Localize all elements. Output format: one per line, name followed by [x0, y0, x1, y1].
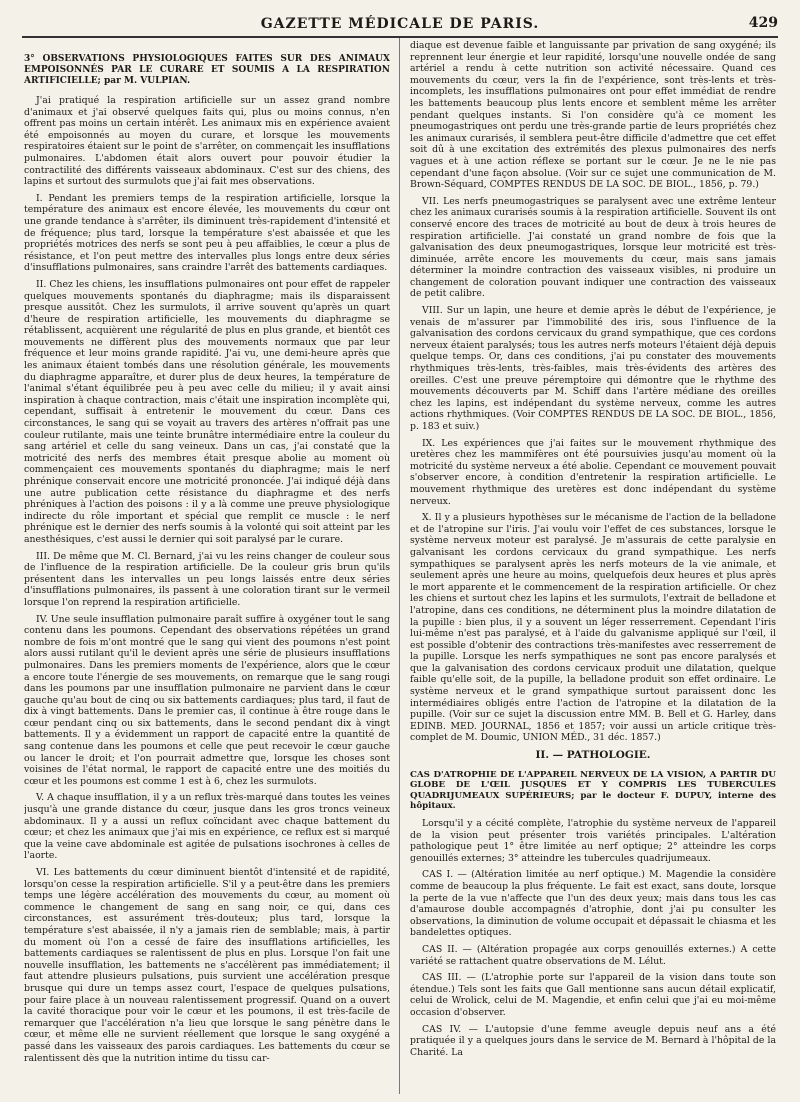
paragraph: CAS II. — (Altération propagée aux corps genouillés externes.) A cette variété se rattachent quatre observations de M. Lélut. [410, 943, 776, 967]
paragraph: I. Pendant les premiers temps de la respiration artificielle, lorsque la température des animaux est encore élevée, les mouvements du cœur ont une grande tendance à s'arrêter, ils diminuent très-rapidement d'intensité et de fréquence; plus tard, lorsque la température s'est abaissée et que les propriétés motrices des nerfs se sont peu à peu affaiblies, le cœur a plus de résistance, et l'on peut mettre des intervalles plus longs entre deux séries d'insufflations pulmonaires, sans craindre l'arrêt des battements cardiaques. [24, 192, 390, 274]
paragraph: IX. Les expériences que j'ai faites sur le mouvement rhythmique des uretères chez les mammifères ont été poursuivies jusqu'au moment où la motricité du système nerveux a été abolie. Cependant ce mouvement pouvait s'observer encore, à condition d'entretenir la respiration artificielle. Le mouvement rhythmique des uretères est donc indépendant du système nerveux. [410, 437, 776, 507]
section-heading-pathologie: II. — PATHOLOGIE. [535, 749, 651, 762]
article-heading-vulpian: 3° OBSERVATIONS PHYSIOLOGIQUES FAITES SUR DES ANIMAUX EMPOISONNÉS PAR LE CURARE ET SOUMIS A LA RESPIRATION ARTIFICIELLE; par M. VULPIAN. [24, 54, 390, 86]
paragraph: CAS III. — (L'atrophie porte sur l'appareil de la vision dans toute son étendue.) Tels sont les faits que Gall mentionne sans aucun détail explicatif, celui de Wrolick, celui de M. Magendie, et enfin celui que j'ai eu moi-même occasion d'observer. [410, 972, 776, 1018]
journal-title: GAZETTE MÉDICALE DE PARIS. [260, 16, 540, 32]
column-divider [399, 38, 400, 1094]
paragraph: CAS IV. — L'autopsie d'une femme aveugle depuis neuf ans a été pratiquée il y a quelques jours dans le service de M. Bernard à l'hôpital de la Charité. La [410, 1023, 776, 1058]
paragraph: X. Il y a plusieurs hypothèses sur le mécanisme de l'action de la belladone et de l'atropine sur l'iris. J'ai voulu voir l'effet de ces substances, lorsque le système nerveux moteur est paralysé. Je m'assurais de cette paralysie en galvanisant les cordons cervicaux du grand sympathique. Les nerfs sympathiques se paralysent après les nerfs moteurs de la vie animale, et seulement après une heure au moins, quelquefois deux heures et plus après le mort apparente et le commencement de la respiration artificielle. Or chez les chiens et surtout chez les lapins et les surmulots, l'extrait de belladone et l'atropine, dans ces conditions, ne déterminent plus la moindre dilatation de la pupille : bien plus, il y a souvent un léger resserrement. Cependant l'iris lui-même n'est pas paralysé, et à l'aide du galvanisme appliqué sur l'œil, il est possible d'obtenir des contractions très-manifestes avec resserrement de la pupille. Lorsque les nerfs sympathiques ne sont pas encore paralysés et que la galvanisation des cordons cervicaux produit une dilatation, quelque faible qu'elle soit, de la pupille, la belladone produit son effet ordinaire. Le système nerveux et le grand sympathique surtout paraissent donc les intermédiaires obligés entre l'action de l'atropine et la dilatation de la pupille. (Voir sur ce sujet la discussion entre MM. B. Bell et G. Harley, dans EDINB. MED. JOURNAL, 1856 et 1857; voir aussi un article critique très-complet de M. Doumic, UNION MÉD., 31 déc. 1857.) [410, 512, 776, 744]
page-header [0, 0, 800, 34]
paragraph: III. De même que M. Cl. Bernard, j'ai vu les reins changer de couleur sous de l'influence de la respiration artificielle. De la couleur gris brun qu'ils présentent dans les intervalles un peu longs laissés entre deux séries d'insufflations pulmonaires, ils passent à une coloration tirant sur le vermeil lorsque l'on reprend la respiration artificielle. [24, 550, 390, 608]
paragraph: Lorsqu'il y a cécité complète, l'atrophie du système nerveux de l'appareil de la vision peut présenter trois variétés principales. L'altération pathologique peut 1° être limitée au nerf optique; 2° atteindre les corps genouillés externes; 3° atteindre les tubercules quadrijumeaux. [410, 818, 776, 864]
paragraph: VI. Les battements du cœur diminuent bientôt d'intensité et de rapidité, lorsqu'on cesse la respiration artificielle. S'il y a peut-être dans les premiers temps une légère accélération des mouvements du cœur, au moment où commence le changement de sang en sang noir, ce qui, dans ces circonstances, est assurément très-douteux; plus tard, lorsque la température s'est abaissée, il n'y a jamais rien de semblable; mais, à partir du moment où l'on a cessé de faire des insufflations artificielles, les battements cardiaques se ralentissent de plus en plus. Lorsque l'on fait une nouvelle insufflation, les battements ne s'accélèrent pas immédiatement; il faut attendre plusieurs pulsations, puis survient une accélération presque brusque qui dure un temps assez court, l'espace de quelques pulsations, pour faire place à un nouveau ralentissement progressif. Quand on a ouvert la cavité thoracique pour voir le cœur et les poumons, il est très-facile de remarquer que l'accélération n'a lieu que lorsque le sang pénètre dans le cœur, et même elle ne survient réellement que lorsque le sang oxygéné a passé dans les vaisseaux des parois cardiaques. Les battements du cœur se ralentissent dès que la nutrition intime du tissu car- [24, 867, 390, 1064]
paragraph: VII. Les nerfs pneumogastriques se paralysent avec une extrême lenteur chez les animaux curarisés soumis à la respiration artificielle. Souvent ils ont conservé encore des traces de motricité au bout de deux à trois heures de respiration artificielle. J'ai constaté un grand nombre de fois que la galvanisation des deux pneumogastriques, lorsque leur motricité est très-diminuée, arrête encore les mouvements du cœur, mais sans jamais déterminer la moindre contraction des vaisseaux visibles, ni produire un changement de coloration pouvant indiquer une contraction des vaisseaux de petit calibre. [410, 195, 776, 300]
article-heading-dupuy: CAS D'ATROPHIE DE L'APPAREIL NERVEUX DE LA VISION, A PARTIR DU GLOBE DE L'ŒIL JUSQUES ET Y COMPRIS LES TUBERCULES QUADRIJUMEAUX SUPÉRIEURS; par le docteur F. DUPUY, interne des hôpitaux. [410, 769, 776, 812]
right-column [410, 40, 776, 1098]
paragraph: CAS I. — (Altération limitée au nerf optique.) M. Magendie la considère comme de beaucoup la plus fréquente. Le fait est exact, sans doute, lorsque la perte de la vue n'affecte que l'un des deux yeux; mais dans tous les cas d'amaurose double accompagnés d'atrophie, dont j'ai pu consulter les observations, la diminution de volume occupait et dépassait le chiasma et les bandelettes optiques. [410, 869, 776, 939]
header-rule [22, 36, 778, 38]
paragraph: IV. Une seule insufflation pulmonaire paraît suffire à oxygéner tout le sang contenu dans les poumons. Cependant des observations répétées un grand nombre de fois m'ont montré que le sang qui vient des poumons n'est point alors aussi rutilant qu'il le devient après une série de plusieurs insufflations pulmonaires. Dans les premiers moments de l'expérience, alors que le cœur a encore toute l'énergie de ses mouvements, on remarque que le sang rougi dans les poumons par une insufflation pulmonaire ne parvient dans le cœur gauche qu'au bout de cinq ou six battements cardiaques; plus tard, il faut de dix à vingt battements. Dans le premier cas, il continue à être rouge dans le cœur pendant cinq ou six battements, dans le second pendant dix à vingt battements. Il y a évidemment un rapport de capacité entre la quantité de sang contenue dans les poumons et celle que peut recevoir le cœur gauche ou lancer le droit; et l'on pourrait admettre que, lorsque les choses sont voisines de l'état normal, le rapport de capacité entre une des moitiés du cœur et les poumons est comme 1 est à 6, chez les surmulots. [24, 613, 390, 787]
paragraph: II. Chez les chiens, les insufflations pulmonaires ont pour effet de rappeler quelques mouvements spontanés du diaphragme; mais ils disparaissent presque aussitôt. Chez les surmulots, il arrive souvent qu'après un quart d'heure de respiration artificielle, les mouvements du diaphragme se rétablissent, acquièrent une régularité de plus en plus grande, et bientôt ces mouvements ne diffèrent plus des mouvements normaux que par leur fréquence et leur moins grande rapidité. J'ai vu, une demi-heure après que les animaux étaient tombés dans une résolution générale, les mouvements du diaphragme apparaître, et durer plus de deux heures, la température de l'animal s'étant équilibrée peu à peu avec celle du milieu; il y avait ainsi inspiration à chaque contraction, mais c'était une inspiration incomplète qui, cependant, suffisait à entretenir le mouvement du cœur. Dans ces circonstances, le sang qui se voyait au travers des artères n'offrait pas une couleur rutilante, mais une teinte brunâtre intermédiaire entre la couleur du sang artériel et celle du sang veineux. Dans un cas, j'ai constaté que la motricité des nerfs des membres était presque abolie au moment où commençaient ces mouvements spontanés du diaphragme; mais le nerf phrénique conservait encore une motricité prononcée. J'ai indiqué déjà dans une autre publication cette résistance du diaphragme et des nerfs phréniques à l'action des poisons : il y a là comme une preuve physiologique indirecte du rôle important et spécial que remplit ce muscle : le nerf phrénique est le dernier des nerfs soumis à la volonté qui soit atteint par les anesthésiques, c'est aussi le dernier qui soit paralysé par le curare. [24, 278, 390, 545]
paragraph: diaque est devenue faible et languissante par privation de sang oxygéné; ils reprennent leur énergie et leur rapidité, lorsqu'une nouvelle ondée de sang artériel a rendu à cette nutrition son activité nécessaire. Quand ces mouvements du cœur, vers la fin de l'expérience, sont très-lents et très-incomplets, les insufflations pulmonaires ont pour effet immédiat de rendre les battements beaucoup plus lents encore et semblent même les arrêter pendant quelques instants. Si l'on considère qu'à ce moment les pneumogastriques ont perdu une très-grande partie de leurs propriétés chez les animaux curarisés, il semblera peut-être difficile d'admettre que cet effet soit dû à une excitation des extrémités des plexus pulmonaires des nerfs vagues et à une action réflexe se portant sur le cœur. Je ne le nie pas cependant d'une façon absolue. (Voir sur ce sujet une communication de M. Brown-Séquard, COMPTES RENDUS DE LA SOC. DE BIOL., 1856, p. 79.) [410, 40, 776, 191]
paragraph: J'ai pratiqué la respiration artificielle sur un assez grand nombre d'animaux et j'ai observé quelques faits qui, plus ou moins connus, n'en offrent pas moins un certain intérêt. Les animaux mis en expérience avaient été empoisonnés au moyen du curare, et lorsque les mouvements respiratoires étaient sur le point de s'arrêter, on commençait les insufflations pulmonaires. L'abdomen était alors ouvert pour pouvoir étudier la contractilité des différents vaisseaux abdominaux. C'est sur des chiens, des lapins et surtout des surmulots que j'ai fait mes observations. [24, 95, 390, 188]
left-column [24, 40, 390, 1095]
page-number: 429 [748, 15, 778, 31]
paragraph: VIII. Sur un lapin, une heure et demie après le début de l'expérience, je venais de m'assurer par l'immobilité des iris, sous l'influence de la galvanisation des cordons cervicaux du grand sympathique, que ces cordons nerveux étaient paralysés; tous les autres nerfs moteurs l'étaient déjà depuis quelque temps. Or, dans ces conditions, j'ai pu constater des mouvements rhythmiques très-lents, très-faibles, mais très-évidents des artères des oreilles. C'est une preuve péremptoire qui démontre que le rhythme des mouvements découverts par M. Schiff dans l'artère médiane des oreilles chez les lapins, est indépendant du système nerveux, comme les autres actions rhythmiques. (Voir COMPTES RENDUS DE LA SOC. DE BIOL., 1856, p. 183 et suiv.) [410, 305, 776, 432]
paragraph: V. A chaque insufflation, il y a un reflux très-marqué dans toutes les veines jusqu'à une grande distance du cœur, jusque dans les gros troncs veineux abdominaux. Il y a aussi un reflux coïncidant avec chaque battement du cœur; et chez les animaux que j'ai mis en expérience, ce reflux est si marqué que la veine cave abdominale est agitée de pulsations isochrones à celles de l'aorte. [24, 792, 390, 862]
